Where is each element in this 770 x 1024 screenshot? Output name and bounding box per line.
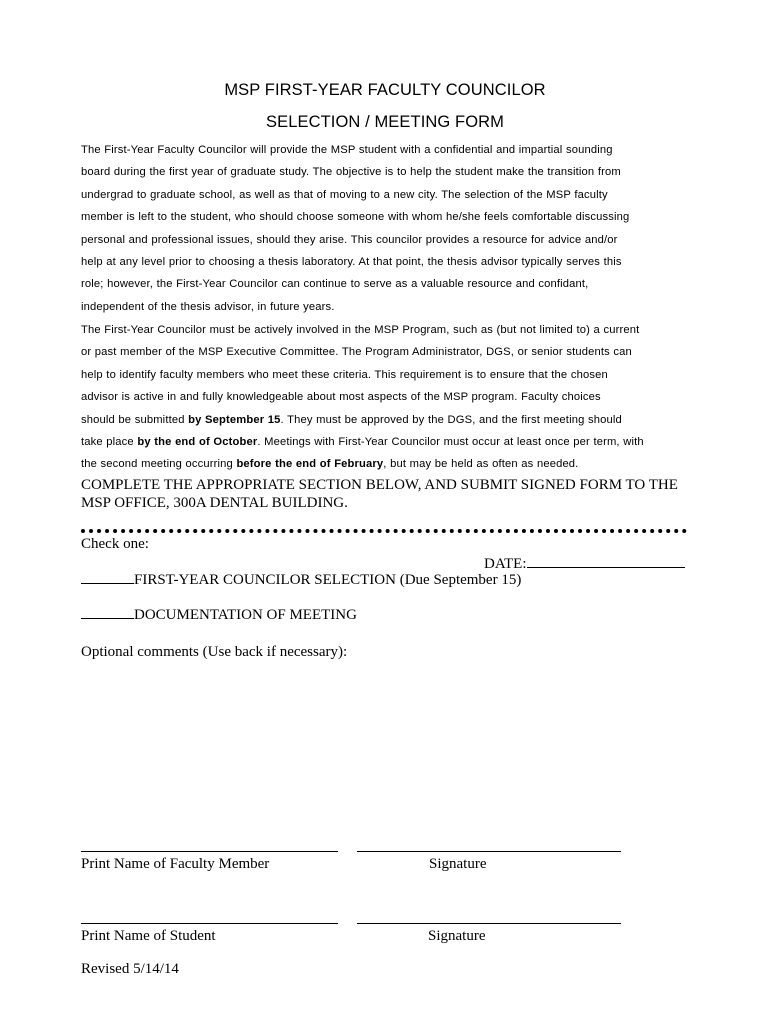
text-run: the second meeting occurring <box>81 458 237 471</box>
option-label: FIRST-YEAR COUNCILOR SELECTION (Due September 15) <box>134 572 522 588</box>
option-councilor-selection[interactable] <box>81 570 521 589</box>
form-subtitle: SELECTION / MEETING FORM <box>265 113 504 131</box>
requirements-line: advisor is active in and fully knowledgeable about most aspects of the MSP program. Faculty choices <box>81 391 601 404</box>
intro-line: independent of the thesis advisor, in future years. <box>81 300 335 313</box>
option-documentation-meeting[interactable] <box>81 605 357 624</box>
intro-line: The First-Year Faculty Councilor will provide the MSP student with a confidential and impartial sounding <box>81 144 613 156</box>
check-one-label: Check one: <box>81 536 149 552</box>
deadline-first-meeting: by the end of October <box>137 436 258 449</box>
dotted-divider <box>81 529 687 533</box>
submission-instruction <box>81 476 696 512</box>
intro-line: help at any level prior to choosing a thesis laboratory. At that point, the thesis advisor typically serves this <box>81 256 622 269</box>
requirements-line: or past member of the MSP Executive Committee. The Program Administrator, DGS, or senior students can <box>81 346 632 359</box>
option-label: DOCUMENTATION OF MEETING <box>134 607 357 623</box>
requirements-line <box>81 409 691 431</box>
revision-date: Revised 5/14/14 <box>81 961 179 977</box>
faculty-name-label: Print Name of Faculty Member <box>81 856 270 872</box>
intro-line: member is left to the student, who should choose someone with whom he/she feels comfortable discussing <box>81 211 630 224</box>
requirements-line <box>81 453 691 475</box>
student-name-line[interactable] <box>81 923 338 924</box>
intro-line: role; however, the First-Year Councilor can continue to serve as a valuable resource and confidant, <box>81 278 589 291</box>
intro-line: undergrad to graduate school, as well as that of moving to a new city. The selection of the MSP faculty <box>81 188 608 201</box>
checkbox-blank[interactable] <box>81 605 134 619</box>
comments-label: Optional comments (Use back if necessary): <box>81 644 348 660</box>
text-run: should be submitted <box>81 413 189 426</box>
faculty-name-line[interactable] <box>81 851 338 852</box>
instruction-line: COMPLETE THE APPROPRIATE SECTION BELOW, AND SUBMIT SIGNED FORM TO THE <box>81 477 678 493</box>
requirements-paragraph <box>81 319 691 476</box>
student-signature-line[interactable] <box>357 923 621 924</box>
faculty-signature-line[interactable] <box>357 851 621 852</box>
text-run: take place <box>81 436 138 449</box>
requirements-line: The First-Year Councilor must be actively involved in the MSP Program, such as (but not limited to) a current <box>81 324 640 336</box>
requirements-line: help to identify faculty members who meet these criteria. This requirement is to ensure that the chosen <box>81 368 608 381</box>
text-run: . They must be approved by the DGS, and the first meeting should <box>280 413 622 426</box>
student-signature-label: Signature <box>428 928 486 944</box>
requirements-line <box>81 431 691 453</box>
deadline-second-meeting: before the end of February <box>236 458 384 471</box>
intro-paragraph <box>81 139 691 318</box>
form-title: MSP FIRST-YEAR FACULTY COUNCILOR <box>224 81 546 99</box>
checkbox-blank[interactable] <box>81 570 134 584</box>
text-run: . Meetings with First-Year Councilor must occur at least once per term, with <box>257 436 644 449</box>
date-blank[interactable] <box>527 554 685 568</box>
text-run: , but may be held as often as needed. <box>383 458 579 471</box>
date-label: DATE: <box>484 556 527 572</box>
deadline-submission: by September 15 <box>188 413 281 426</box>
instruction-line: MSP OFFICE, 300A DENTAL BUILDING. <box>81 495 348 511</box>
student-name-label: Print Name of Student <box>81 928 216 944</box>
faculty-signature-label: Signature <box>429 856 487 872</box>
intro-line: personal and professional issues, should they arise. This councilor provides a resource for advice and/or <box>81 233 618 246</box>
intro-line: board during the first year of graduate study. The objective is to help the student make the transition from <box>81 166 621 179</box>
